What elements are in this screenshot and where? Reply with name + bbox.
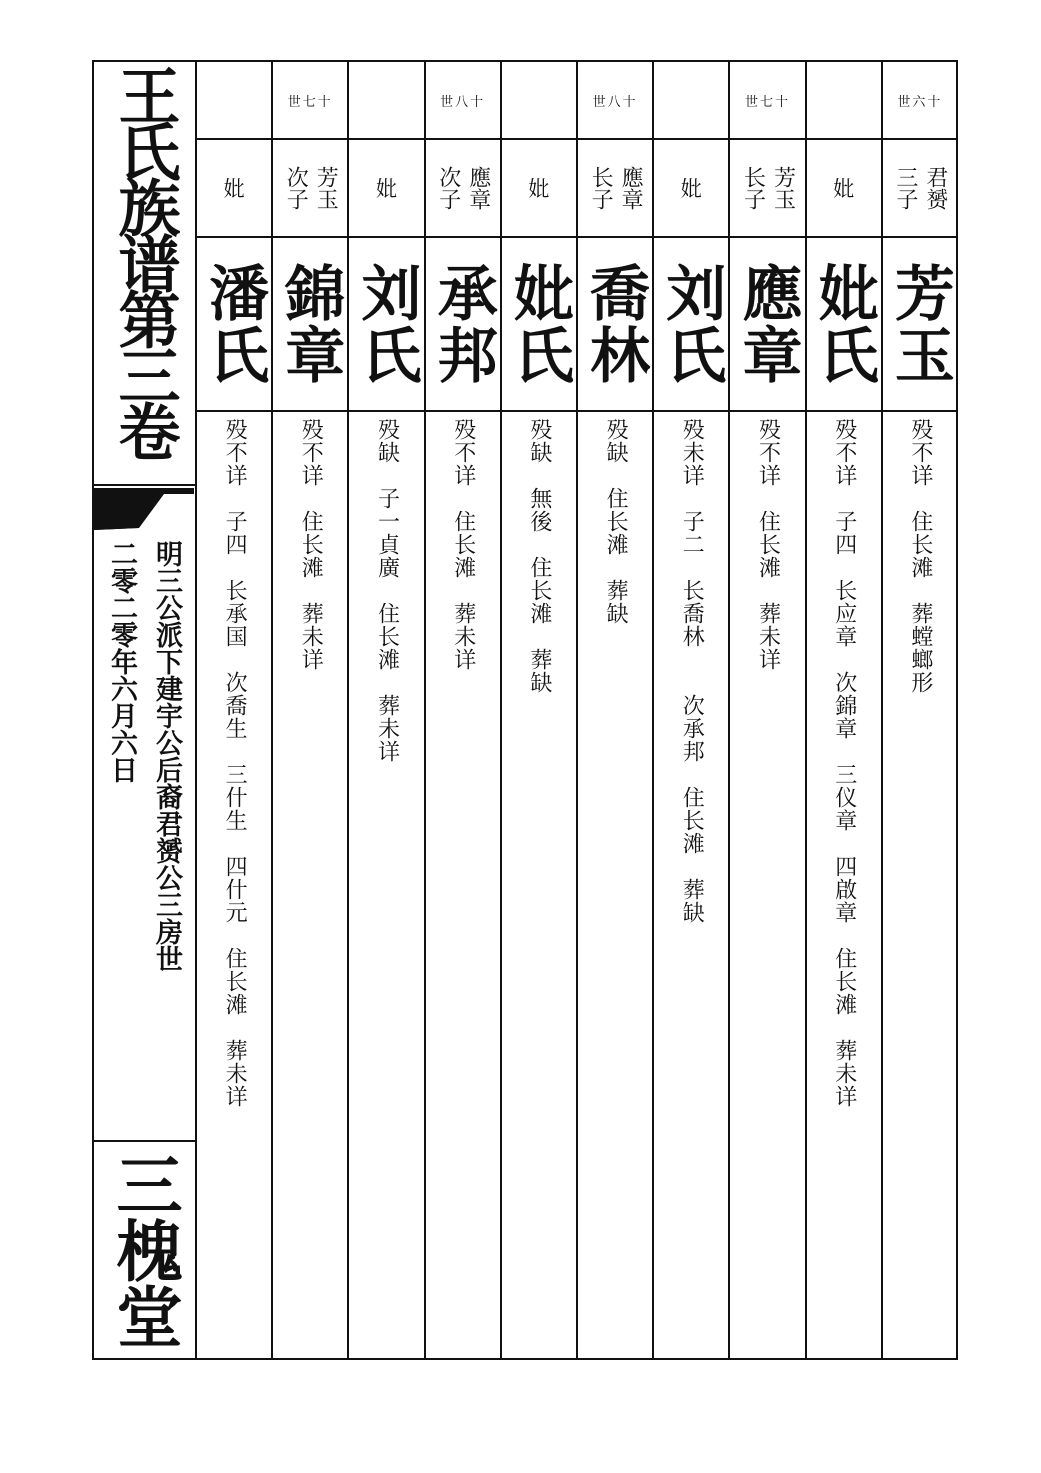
father-name: 應章 bbox=[465, 166, 491, 210]
person-name: 潘氏 bbox=[199, 262, 270, 386]
person-name: 喬林 bbox=[580, 262, 651, 386]
spouse-label: 妣 bbox=[223, 177, 245, 201]
name-cell bbox=[653, 238, 729, 410]
name-cell bbox=[729, 238, 805, 410]
generation-cell bbox=[348, 62, 424, 138]
name-cell bbox=[577, 238, 653, 410]
relation-cell bbox=[882, 140, 958, 236]
lineage-subtitle: 明三公派下建宇公后裔君赟公三房世 bbox=[151, 540, 182, 972]
person-name: 妣氏 bbox=[503, 262, 574, 386]
generation-cell bbox=[882, 62, 958, 138]
relation-cell bbox=[348, 140, 424, 236]
hall-name-block bbox=[94, 1144, 194, 1356]
person-name: 承邦 bbox=[427, 262, 498, 386]
record-text: 殁缺 住长滩 葬缺 bbox=[603, 418, 629, 625]
name-cell bbox=[425, 238, 501, 410]
birth-order: 长子 bbox=[740, 166, 766, 210]
relation-cell bbox=[653, 140, 729, 236]
record-text: 殁不详 住长滩 葬螳螂形 bbox=[907, 418, 933, 694]
generation-cell bbox=[272, 62, 348, 138]
birth-order: 次子 bbox=[435, 166, 461, 210]
relation-cell bbox=[196, 140, 272, 236]
father-name: 君赟 bbox=[922, 166, 948, 210]
generation-cell bbox=[501, 62, 577, 138]
record-cell bbox=[653, 418, 729, 1348]
generation-label: 世八十 bbox=[440, 94, 486, 110]
relation-cell bbox=[729, 140, 805, 236]
record-text: 殁缺 子一貞廣 住长滩 葬未详 bbox=[374, 418, 400, 763]
person-name: 刘氏 bbox=[351, 262, 422, 386]
hall-name: 三槐堂 bbox=[105, 1151, 183, 1349]
father-name: 應章 bbox=[618, 166, 644, 210]
person-name: 應章 bbox=[732, 262, 803, 386]
father-name: 芳玉 bbox=[770, 166, 796, 210]
generation-label: 世六十 bbox=[897, 94, 943, 110]
record-text: 殁缺 無後 住长滩 葬缺 bbox=[526, 418, 552, 694]
birth-order: 次子 bbox=[283, 166, 309, 210]
name-cell bbox=[196, 238, 272, 410]
generation-cell bbox=[425, 62, 501, 138]
relation-cell bbox=[501, 140, 577, 236]
title-divider bbox=[94, 484, 196, 486]
generation-cell bbox=[806, 62, 882, 138]
name-cell bbox=[272, 238, 348, 410]
person-name: 刘氏 bbox=[656, 262, 727, 386]
record-text: 殁不详 住长滩 葬未详 bbox=[450, 418, 476, 671]
hall-divider bbox=[94, 1140, 196, 1142]
relation-cell bbox=[806, 140, 882, 236]
record-cell bbox=[882, 418, 958, 1348]
banner-shape bbox=[94, 488, 194, 538]
birth-order: 长子 bbox=[588, 166, 614, 210]
generation-cell bbox=[653, 62, 729, 138]
genealogy-page-frame bbox=[92, 60, 958, 1360]
record-text: 殁不详 住长滩 葬未详 bbox=[298, 418, 324, 671]
name-cell bbox=[882, 238, 958, 410]
record-cell bbox=[501, 418, 577, 1348]
record-cell bbox=[577, 418, 653, 1348]
relation-cell bbox=[577, 140, 653, 236]
book-title: 王氏族谱第三卷 bbox=[108, 64, 181, 456]
generation-cell bbox=[577, 62, 653, 138]
generation-label: 世七十 bbox=[744, 94, 790, 110]
person-name: 妣氏 bbox=[808, 262, 879, 386]
birth-order: 三子 bbox=[892, 166, 918, 210]
record-text: 殁未详 子二 长喬林 次承邦 住长滩 葬缺 bbox=[679, 418, 705, 924]
record-cell bbox=[272, 418, 348, 1348]
spouse-label: 妣 bbox=[833, 177, 855, 201]
generation-cell bbox=[729, 62, 805, 138]
person-name: 芳玉 bbox=[884, 262, 955, 386]
spouse-label: 妣 bbox=[680, 177, 702, 201]
relation-cell bbox=[425, 140, 501, 236]
record-text: 殁不详 住长滩 葬未详 bbox=[755, 418, 781, 671]
record-cell bbox=[425, 418, 501, 1348]
name-cell bbox=[501, 238, 577, 410]
record-cell bbox=[729, 418, 805, 1348]
banner-ornament bbox=[94, 488, 194, 538]
person-name: 錦章 bbox=[275, 262, 346, 386]
compile-date: 二零二零年六月六日 bbox=[106, 540, 137, 783]
record-text: 殁不详 子四 长承国 次喬生 三什生 四什元 住长滩 葬未详 bbox=[222, 418, 248, 1108]
spouse-label: 妣 bbox=[375, 177, 397, 201]
name-cell bbox=[806, 238, 882, 410]
generation-label: 世七十 bbox=[287, 94, 333, 110]
record-cell bbox=[348, 418, 424, 1348]
subtitle-block bbox=[94, 540, 194, 1140]
name-cell bbox=[348, 238, 424, 410]
generation-label: 世八十 bbox=[592, 94, 638, 110]
generation-cell bbox=[196, 62, 272, 138]
record-cell bbox=[196, 418, 272, 1348]
spouse-label: 妣 bbox=[528, 177, 550, 201]
father-name: 芳玉 bbox=[313, 166, 339, 210]
record-text: 殁不详 子四 长应章 次錦章 三仪章 四啟章 住长滩 葬未详 bbox=[831, 418, 857, 1108]
relation-cell bbox=[272, 140, 348, 236]
record-cell bbox=[806, 418, 882, 1348]
